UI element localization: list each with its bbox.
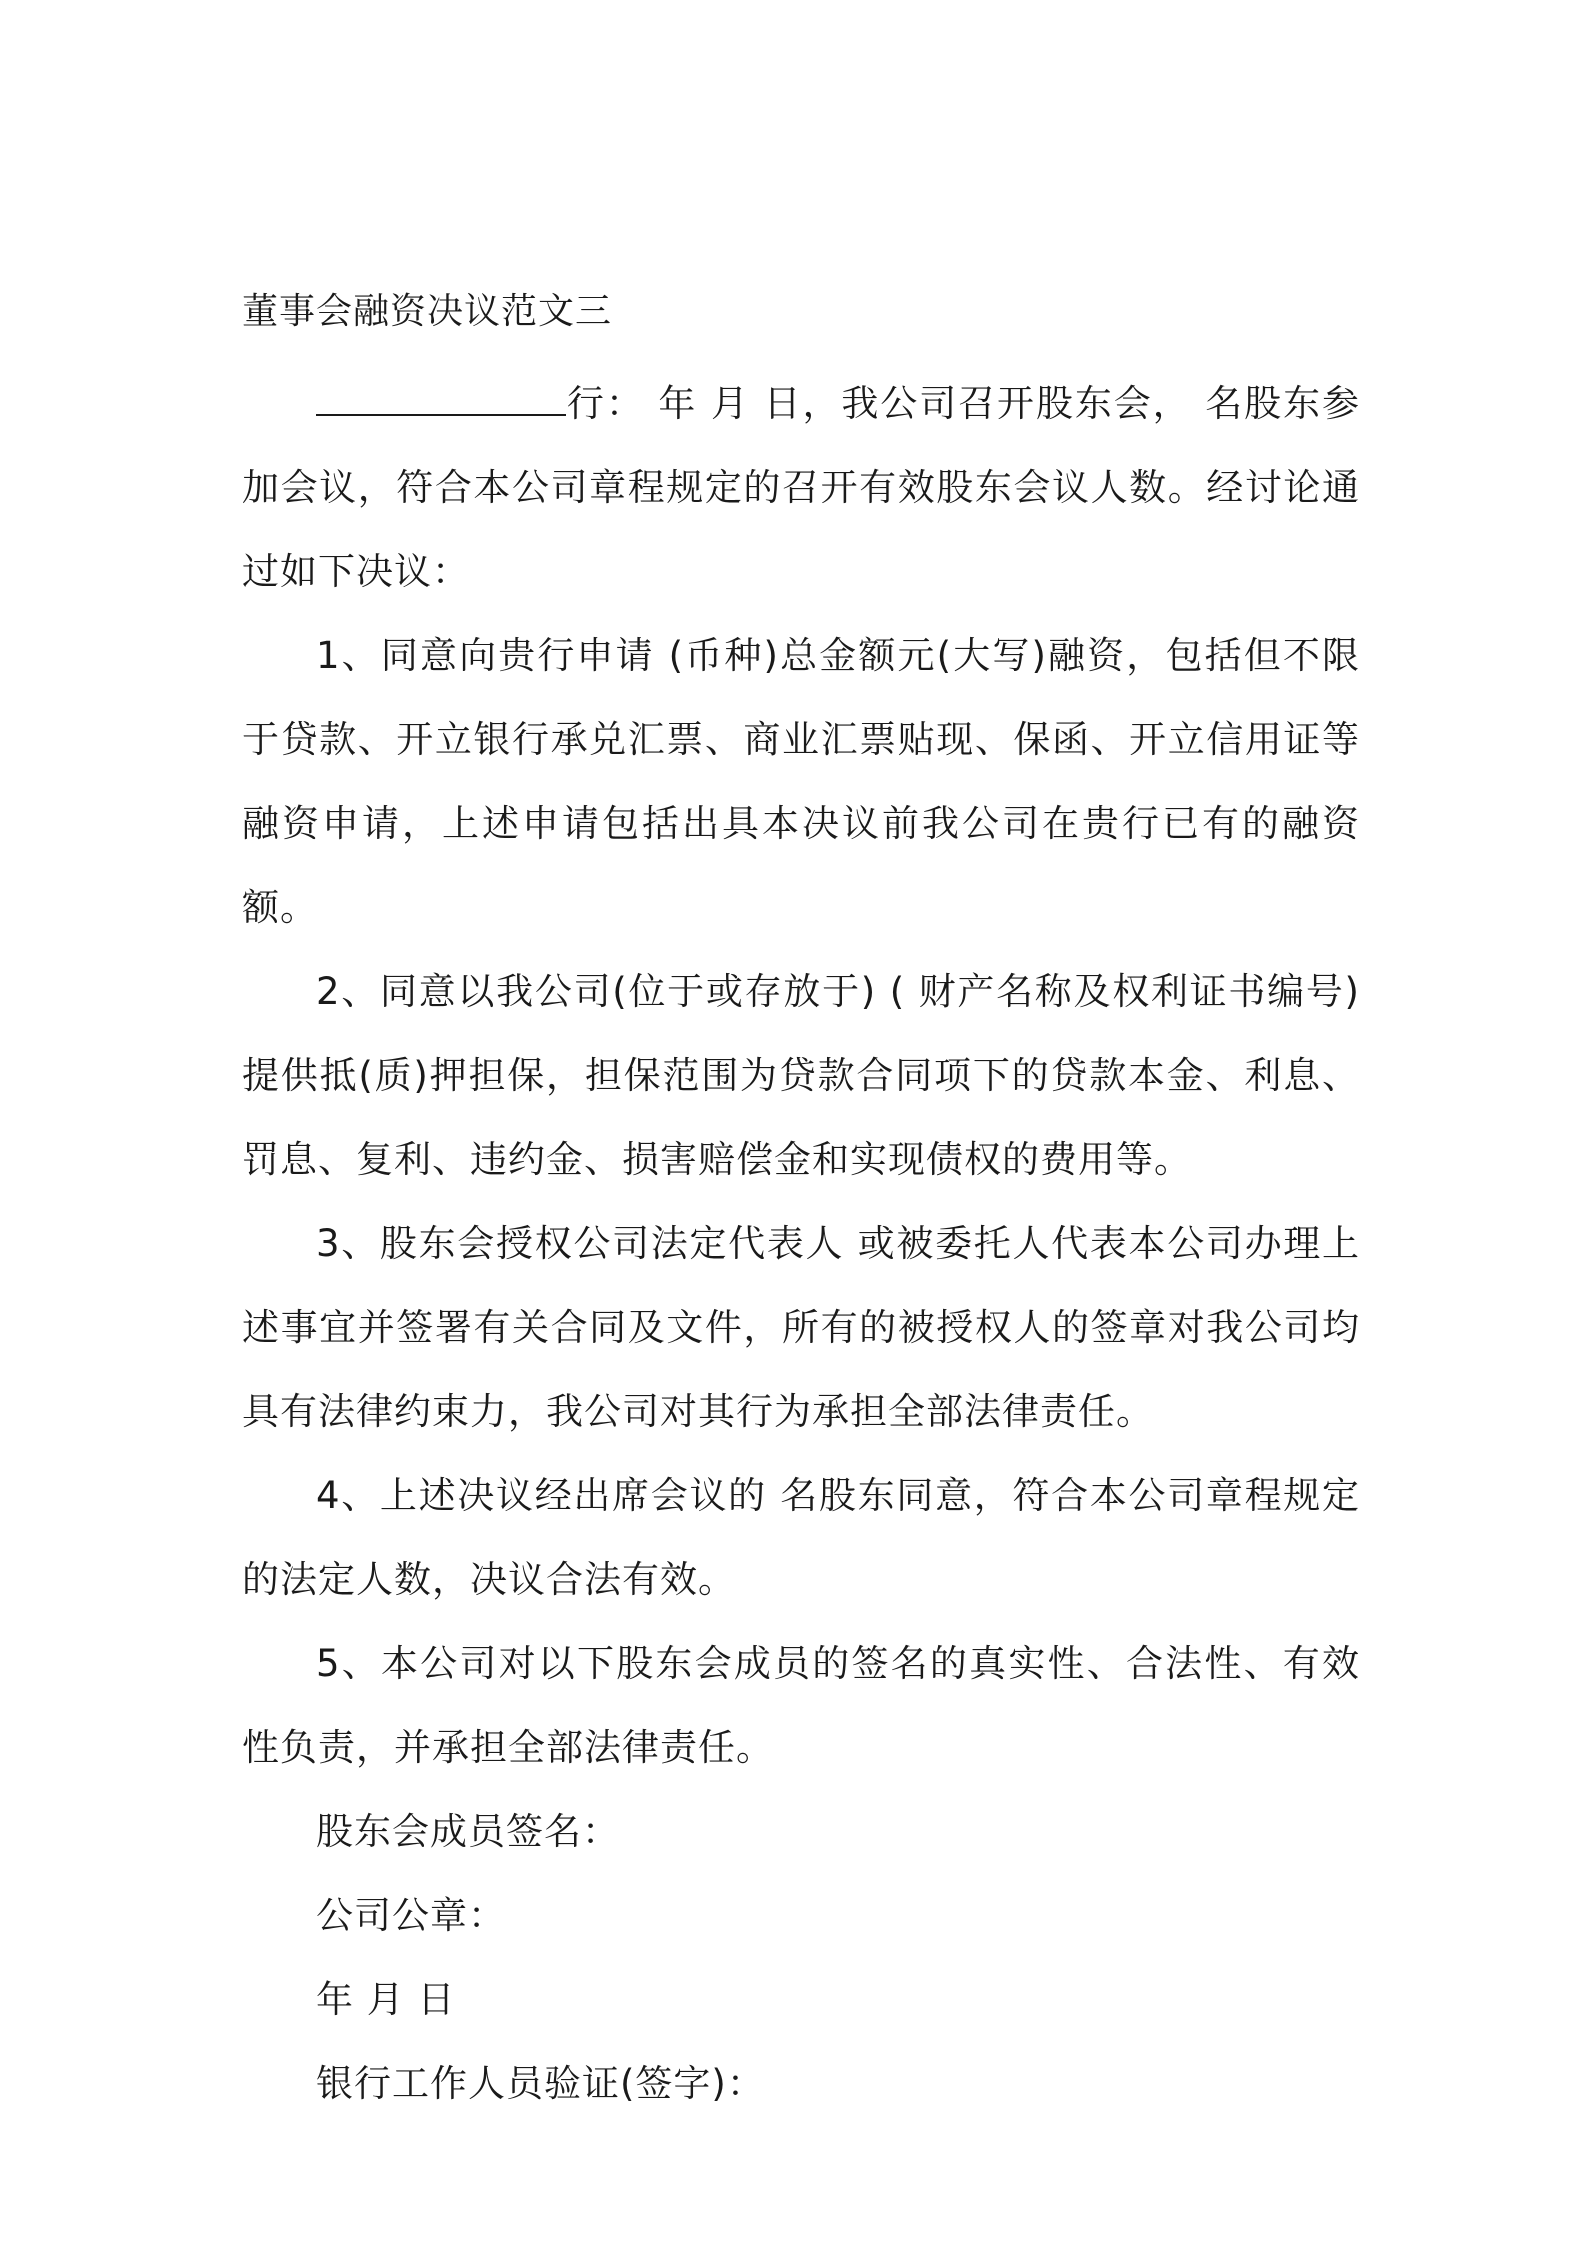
resolution-item-3: 3、股东会授权公司法定代表人 或被委托人代表本公司办理上述事宜并签署有关合同及文件，所有的被授权人的签章对我公司均具有法律约束力，我公司对其行为承担全部法律责任。 [242,1222,1360,1433]
shareholder-signature-line: 股东会成员签名： [316,1810,620,1853]
company-seal-line: 公司公章： [316,1894,506,1937]
bank-verification-line: 银行工作人员验证(签字)： [316,2062,765,2105]
document-body [242,282,1360,2126]
resolution-item-4: 4、上述决议经出席会议的 名股东同意，符合本公司章程规定的法定人数，决议合法有效。 [242,1474,1360,1601]
intro-paragraph [242,362,1360,614]
document-title: 董事会融资决议范文三 [242,291,613,332]
resolution-item-2: 2、同意以我公司(位于或存放于) ( 财产名称及权利证书编号)提供抵(质)押担保，担保范围为贷款合同项下的贷款本金、利息、罚息、复利、违约金、损害赔偿金和实现债权的费用等。 [242,970,1360,1181]
resolution-item-5: 5、本公司对以下股东会成员的签名的真实性、合法性、有效性负责，并承担全部法律责任。 [242,1642,1360,1769]
resolution-item-1: 1、同意向贵行申请 (币种)总金额元(大写)融资，包括但不限于贷款、开立银行承兑汇票、商业汇票贴现、保函、开立信用证等融资申请，上述申请包括出具本决议前我公司在贵行已有的融资额。 [242,634,1360,929]
date-line: 年 月 日 [316,1978,456,2021]
bank-name-blank [316,380,566,416]
intro-text: 行： 年 月 日，我公司召开股东会， 名股东参加会议，符合本公司章程规定的召开有效股东会议人数。经讨论通过如下决议： [242,382,1360,593]
